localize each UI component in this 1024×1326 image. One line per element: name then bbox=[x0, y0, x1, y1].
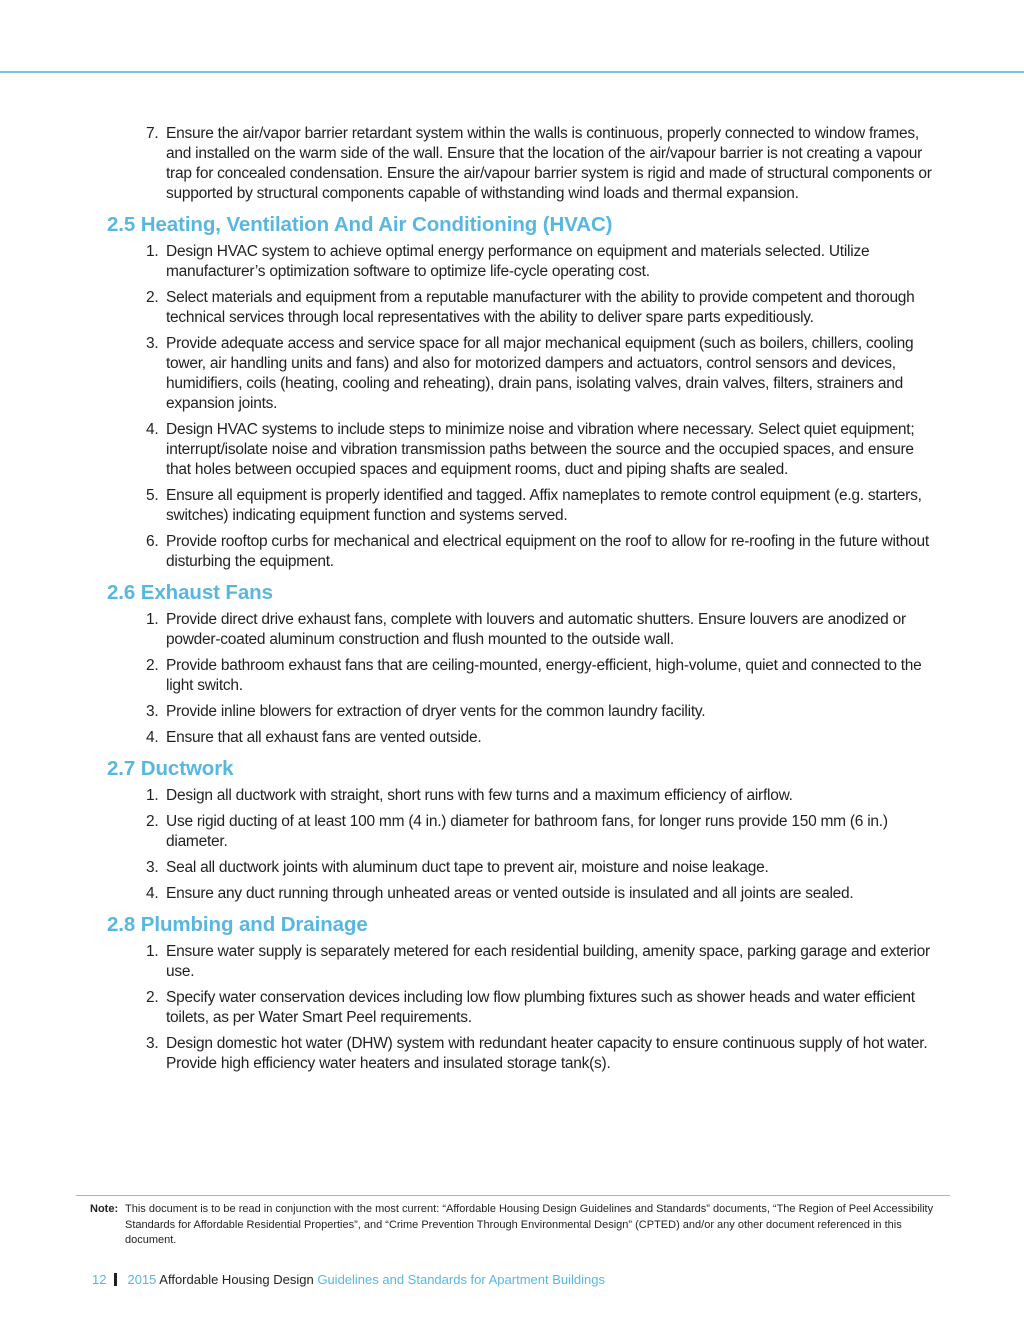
list-item bbox=[107, 242, 937, 282]
section bbox=[107, 580, 937, 748]
list-item bbox=[107, 702, 937, 722]
list-item-text: Specify water conservation devices including low flow plumbing fixtures such as shower heads and water efficient toilets, as per Water Smart Peel requirements. bbox=[166, 989, 915, 1026]
list-item-text: Provide direct drive exhaust fans, complete with louvers and automatic shutters. Ensure louvers are anodized or powder-coated aluminum construction and flush mounted to the outside wall. bbox=[166, 611, 906, 648]
header-rule bbox=[0, 71, 1024, 73]
section bbox=[107, 212, 937, 572]
list-item-number: 1. bbox=[146, 243, 159, 260]
list-item-text: Ensure the air/vapor barrier retardant system within the walls is continuous, properly connected to window frames, and installed on the warm side of the wall. Ensure that the location of the air/vapour barrier is not creating a vapour trap for concealed condensation. Ensure the air/vapour barrier system is rigid and made of structural components or supported by structural components capable of withstanding wind loads and thermal expansion. bbox=[166, 125, 932, 202]
intro-list bbox=[107, 124, 937, 204]
list-item-text: Design HVAC systems to include steps to minimize noise and vibration where necessary. Select quiet equipment; interrupt/isolate noise and vibration transmission paths between the source and the occupied spaces, and ensure that holes between occupied spaces and equipment rooms, duct and piping shafts are sealed. bbox=[166, 421, 915, 478]
list-item-text: Design domestic hot water (DHW) system with redundant heater capacity to ensure continuous supply of hot water. Provide high efficiency water heaters and insulated storage tank(s). bbox=[166, 1035, 928, 1072]
footer-title-blue: Guidelines and Standards for Apartment Buildings bbox=[317, 1272, 605, 1287]
list-item bbox=[107, 812, 937, 852]
page-footer bbox=[92, 1272, 605, 1288]
list-item bbox=[107, 334, 937, 414]
list-item bbox=[107, 858, 937, 878]
section-heading: 2.8 Plumbing and Drainage bbox=[107, 913, 368, 936]
list-item-number: 5. bbox=[146, 487, 159, 504]
list-item bbox=[107, 728, 937, 748]
list-item-text: Use rigid ducting of at least 100 mm (4 in.) diameter for bathroom fans, for longer runs provide 150 mm (6 in.) diameter. bbox=[166, 813, 888, 850]
list-item-number: 3. bbox=[146, 703, 159, 720]
list-item-text: Seal all ductwork joints with aluminum duct tape to prevent air, moisture and noise leakage. bbox=[166, 859, 769, 876]
footer-divider bbox=[114, 1273, 117, 1286]
note-text: This document is to be read in conjunction with the most current: “Affordable Housing Design Guidelines and Standards” documents, “The Region of Peel Accessibility Standards for Affordable Residential Properties”, and “Crime Prevention Through Environmental Design” (CPTED) and/or any other document referenced in this document. bbox=[125, 1203, 934, 1246]
list-item-number: 3. bbox=[146, 1035, 159, 1052]
list-item-number: 6. bbox=[146, 533, 159, 550]
list-item bbox=[107, 532, 937, 572]
list-item bbox=[107, 288, 937, 328]
list-item-number: 1. bbox=[146, 943, 159, 960]
list-item-text: Design HVAC system to achieve optimal energy performance on equipment and materials selected. Utilize manufacturer’s optimization software to optimize life-cycle operating cost. bbox=[166, 243, 870, 280]
section-list bbox=[107, 242, 937, 572]
list-item-number: 2. bbox=[146, 813, 159, 830]
list-item-number: 1. bbox=[146, 611, 159, 628]
list-item-number: 2. bbox=[146, 657, 159, 674]
list-item bbox=[107, 420, 937, 480]
footnote bbox=[90, 1202, 946, 1249]
section-list bbox=[107, 786, 937, 904]
list-item bbox=[107, 988, 937, 1028]
list-item-text: Provide adequate access and service space for all major mechanical equipment (such as boilers, chillers, cooling tower, air handling units and fans) and also for motorized dampers and actuators, control sensors and devices, humidifiers, coils (heating, cooling and reheating), drain pans, isolating valves, drain valves, filters, strainers and expansion joints. bbox=[166, 335, 914, 412]
list-item bbox=[107, 942, 937, 982]
list-item bbox=[107, 486, 937, 526]
section-heading: 2.7 Ductwork bbox=[107, 757, 234, 780]
document-body bbox=[107, 124, 937, 1080]
list-item-text: Design all ductwork with straight, short runs with few turns and a maximum efficiency of airflow. bbox=[166, 787, 793, 804]
section bbox=[107, 756, 937, 904]
list-item bbox=[107, 124, 937, 204]
list-item-text: Select materials and equipment from a reputable manufacturer with the ability to provide competent and thorough technical services through local representatives with the ability to deliver spare parts expeditiously. bbox=[166, 289, 915, 326]
section-heading: 2.6 Exhaust Fans bbox=[107, 581, 273, 604]
list-item-number: 2. bbox=[146, 289, 159, 306]
list-item bbox=[107, 656, 937, 696]
list-item-text: Ensure all equipment is properly identified and tagged. Affix nameplates to remote control equipment (e.g. starters, switches) indicating equipment function and systems served. bbox=[166, 487, 922, 524]
list-item bbox=[107, 1034, 937, 1074]
list-item-number: 3. bbox=[146, 859, 159, 876]
list-item bbox=[107, 610, 937, 650]
section bbox=[107, 912, 937, 1074]
list-item-number: 4. bbox=[146, 421, 159, 438]
list-item-text: Provide inline blowers for extraction of dryer vents for the common laundry facility. bbox=[166, 703, 706, 720]
list-item-text: Ensure that all exhaust fans are vented outside. bbox=[166, 729, 482, 746]
list-item-text: Ensure water supply is separately metered for each residential building, amenity space, parking garage and exterior use. bbox=[166, 943, 930, 980]
list-item-number: 7. bbox=[146, 125, 159, 142]
section-list bbox=[107, 610, 937, 748]
list-item-number: 1. bbox=[146, 787, 159, 804]
footer-title-dark: Affordable Housing Design bbox=[159, 1272, 314, 1287]
list-item bbox=[107, 786, 937, 806]
note-label: Note: bbox=[90, 1203, 119, 1215]
list-item bbox=[107, 884, 937, 904]
footer-year: 2015 bbox=[127, 1272, 157, 1287]
list-item-number: 2. bbox=[146, 989, 159, 1006]
list-item-number: 3. bbox=[146, 335, 159, 352]
page-number: 12 bbox=[92, 1272, 107, 1287]
section-list bbox=[107, 942, 937, 1074]
list-item-number: 4. bbox=[146, 885, 159, 902]
list-item-number: 4. bbox=[146, 729, 159, 746]
section-heading: 2.5 Heating, Ventilation And Air Conditioning (HVAC) bbox=[107, 213, 613, 236]
list-item-text: Provide bathroom exhaust fans that are ceiling-mounted, energy-efficient, high-volume, quiet and connected to the light switch. bbox=[166, 657, 922, 694]
list-item-text: Ensure any duct running through unheated areas or vented outside is insulated and all joints are sealed. bbox=[166, 885, 854, 902]
sections-container bbox=[107, 212, 937, 1074]
list-item-text: Provide rooftop curbs for mechanical and electrical equipment on the roof to allow for re-roofing in the future without disturbing the equipment. bbox=[166, 533, 929, 570]
note-rule bbox=[76, 1195, 950, 1196]
